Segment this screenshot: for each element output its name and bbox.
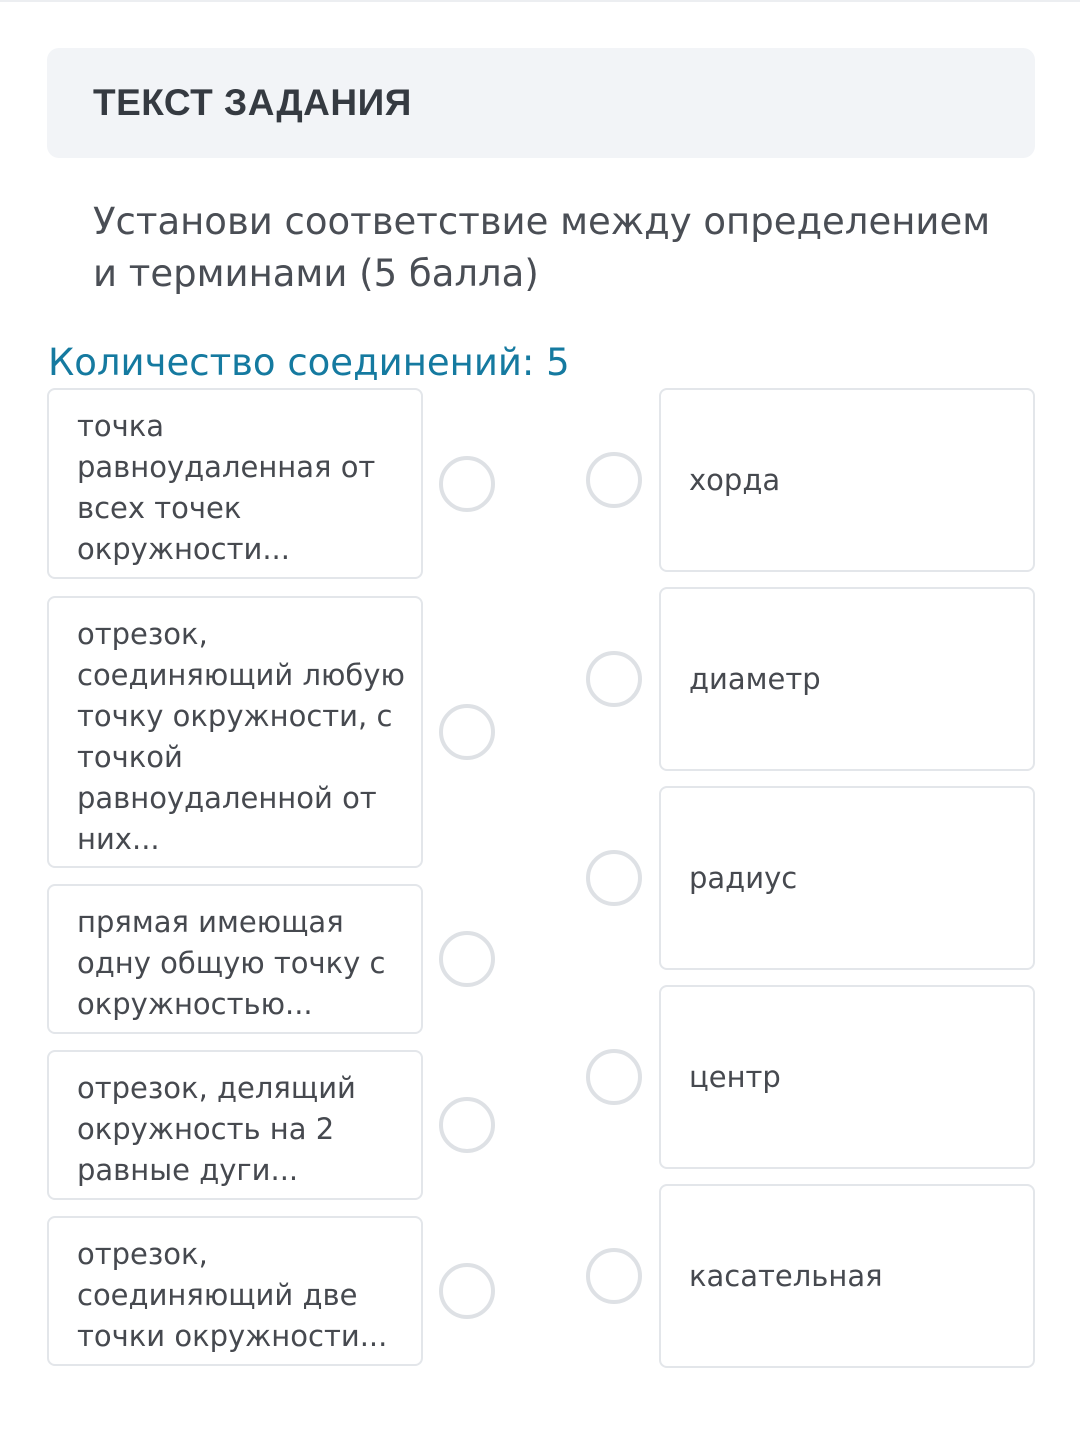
term-connector-4[interactable] <box>586 1049 642 1105</box>
definition-connector-2[interactable] <box>439 704 495 760</box>
definition-card-1[interactable] <box>47 388 423 579</box>
term-text: хорда <box>689 462 781 497</box>
term-connector-5[interactable] <box>586 1248 642 1304</box>
term-card-4[interactable] <box>659 985 1035 1169</box>
definition-text: точка равноудаленная от всех точек окружности... <box>77 409 376 566</box>
definition-connector-4[interactable] <box>439 1097 495 1153</box>
definition-text: отрезок, соединяющий две точки окружности... <box>77 1237 388 1353</box>
term-card-2[interactable] <box>659 587 1035 771</box>
definition-text: прямая имеющая одну общую точку с окружностью... <box>77 905 386 1021</box>
term-text: касательная <box>689 1258 883 1293</box>
top-divider <box>0 0 1080 2</box>
question-text: Установи соответствие между определением и терминами (5 балла) <box>93 200 991 295</box>
task-header <box>47 48 1035 158</box>
term-card-3[interactable] <box>659 786 1035 970</box>
definition-connector-3[interactable] <box>439 931 495 987</box>
definition-connector-5[interactable] <box>439 1263 495 1319</box>
connections-count: Количество соединений: 5 <box>48 341 570 384</box>
definition-card-4[interactable] <box>47 1050 423 1200</box>
term-card-5[interactable] <box>659 1184 1035 1368</box>
term-text: радиус <box>689 860 798 895</box>
definition-card-3[interactable] <box>47 884 423 1034</box>
definition-card-5[interactable] <box>47 1216 423 1366</box>
definition-text: отрезок, делящий окружность на 2 равные дуги... <box>77 1071 356 1187</box>
term-text: центр <box>689 1059 781 1094</box>
definition-text: отрезок, соединяющий любую точку окружности, с точкой равноудаленной от них... <box>77 617 405 856</box>
term-text: диаметр <box>689 661 821 696</box>
definition-card-2[interactable] <box>47 596 423 868</box>
term-connector-2[interactable] <box>586 651 642 707</box>
term-card-1[interactable] <box>659 388 1035 572</box>
term-connector-1[interactable] <box>586 452 642 508</box>
definition-connector-1[interactable] <box>439 456 495 512</box>
task-header-title: ТЕКСТ ЗАДАНИЯ <box>93 82 412 123</box>
term-connector-3[interactable] <box>586 850 642 906</box>
